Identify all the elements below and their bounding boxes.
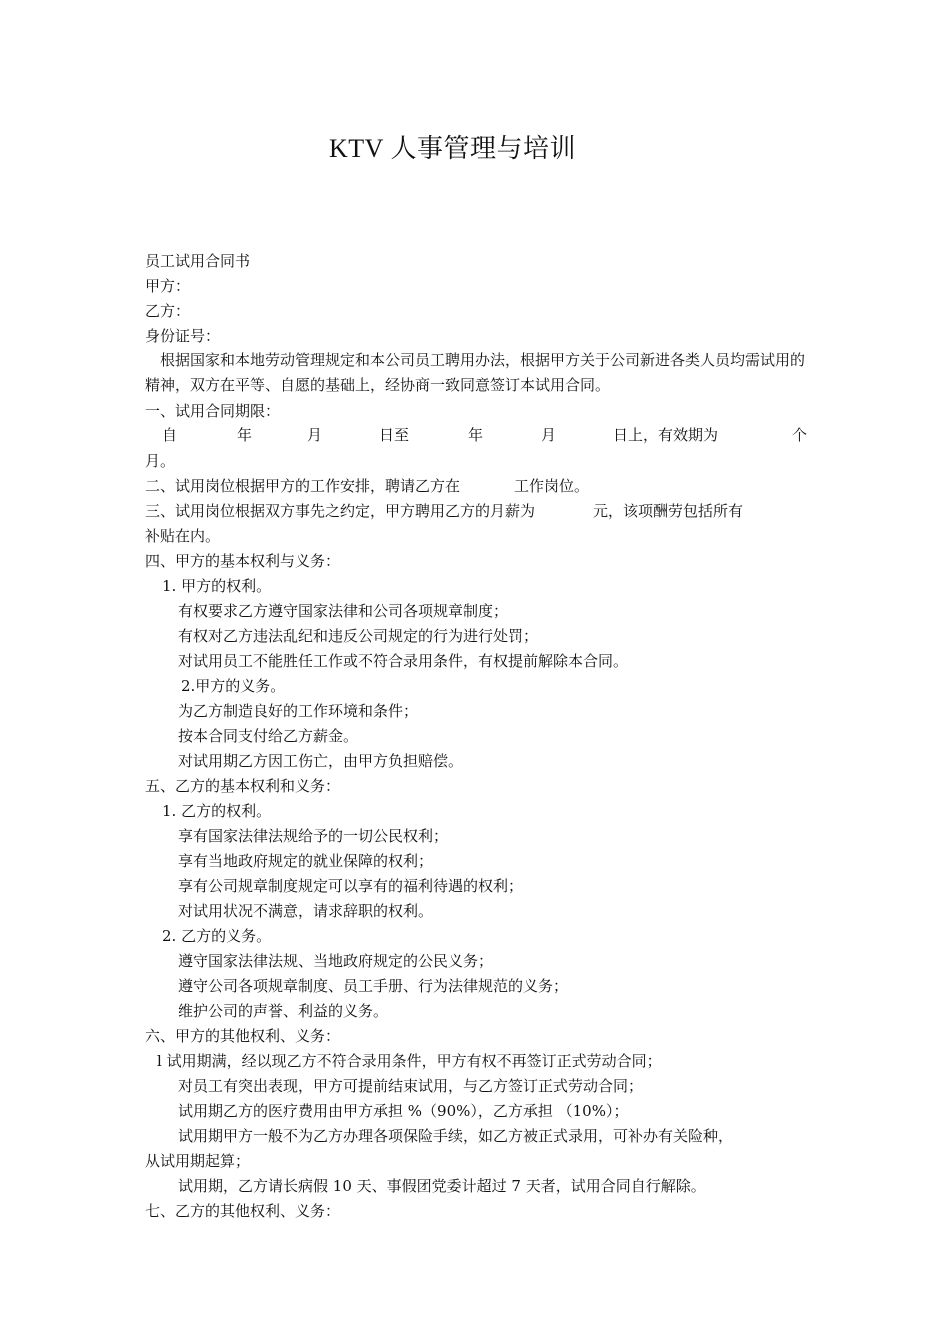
period-month-1: 月 [307,426,323,444]
section-6-item-4: 试用期甲方一般不为乙方办理各项保险手续，如乙方被正式录用，可补办有关险种， [178,1127,734,1145]
period-year-1: 年 [237,426,253,444]
document-title: KTV 人事管理与培训 [329,134,576,163]
section-5-right-3: 享有公司规章制度规定可以享有的福利待遇的权利； [178,877,524,895]
period-day-end: 日上，有效期为 [613,426,719,444]
section-4-duty-3: 对试用期乙方因工伤亡，由甲方负担赔偿。 [178,752,464,770]
section-4-sub-2: 2.甲方的义务。 [181,677,286,695]
section-5-right-1: 享有国家法律法规给予的一切公民权利； [178,827,449,845]
section-7-heading: 七、乙方的其他权利、义务： [145,1202,341,1220]
period-year-2: 年 [468,426,484,444]
section-5-right-2: 享有当地政府规定的就业保障的权利； [178,852,434,870]
id-number-label: 身份证号： [145,327,221,345]
section-6-item-2: 对员工有突出表现，甲方可提前结束试用，与乙方签订正式劳动合同； [178,1077,644,1095]
section-3-text-c: 补贴在内。 [145,527,221,545]
section-4-duty-2: 按本合同支付给乙方薪金。 [178,727,359,745]
section-5-sub-1: 1. 乙方的权利。 [162,802,272,820]
period-month-2: 月 [541,426,557,444]
party-b-label: 乙方： [145,302,191,320]
section-4-right-3: 对试用员工不能胜任工作或不符合录用条件，有权提前解除本合同。 [178,652,629,670]
section-1-heading: 一、试用合同期限： [145,402,281,420]
section-3-text-b: 元，该项酬劳包括所有 [593,502,744,520]
section-5-right-4: 对试用状况不满意，请求辞职的权利。 [178,902,434,920]
section-4-right-1: 有权要求乙方遵守国家法律和公司各项规章制度； [178,602,509,620]
section-3-text-a: 三、试用岗位根据双方事先之约定，甲方聘用乙方的月薪为 [145,502,536,520]
section-2 [145,474,589,498]
period-from: 自 [162,426,178,444]
section-6-item-3: 试用期乙方的医疗费用由甲方承担 %（90%），乙方承担 （10%）； [178,1102,629,1120]
section-5-duty-3: 维护公司的声誉、利益的义务。 [178,1002,389,1020]
section-4-duty-1: 为乙方制造良好的工作环境和条件； [178,702,419,720]
section-2-text-b: 工作岗位。 [514,477,590,495]
section-6-heading: 六、甲方的其他权利、义务： [145,1027,341,1045]
period-unit: 个 [792,426,808,444]
section-5-sub-2: 2. 乙方的义务。 [162,927,272,945]
party-a-label: 甲方： [145,277,191,295]
section-2-text-a: 二、试用岗位根据甲方的工作安排，聘请乙方在 [145,477,461,495]
section-6-item-4-cont: 从试用期起算； [145,1152,251,1170]
section-5-duty-1: 遵守国家法律法规、当地政府规定的公民义务； [178,952,494,970]
section-5-heading: 五、乙方的基本权利和义务： [145,777,341,795]
section-6-item-1: l 试用期满，经以现乙方不符合录用条件，甲方有权不再签订正式劳动合同； [157,1052,662,1070]
section-5-duty-2: 遵守公司各项规章制度、员工手册、行为法律规范的义务； [178,977,569,995]
section-4-sub-1: 1. 甲方的权利。 [162,577,272,595]
period-day-to: 日至 [379,426,410,444]
intro-paragraph: 根据国家和本地劳动管理规定和本公司员工聘用办法，根据甲方关于公司新进各类人员均需试用的精神，双方在平等、自愿的基础上，经协商一致同意签订本试用合同。 [145,351,806,394]
period-month-unit: 月。 [145,452,176,470]
contract-name: 员工试用合同书 [145,252,251,270]
section-6-item-5: 试用期，乙方请长病假 10 天、事假团党委计超过 7 天者，试用合同自行解除。 [178,1177,706,1195]
section-4-right-2: 有权对乙方违法乱纪和违反公司规定的行为进行处罚； [178,627,539,645]
section-3 [145,499,743,523]
section-4-heading: 四、甲方的基本权利与义务： [145,552,341,570]
